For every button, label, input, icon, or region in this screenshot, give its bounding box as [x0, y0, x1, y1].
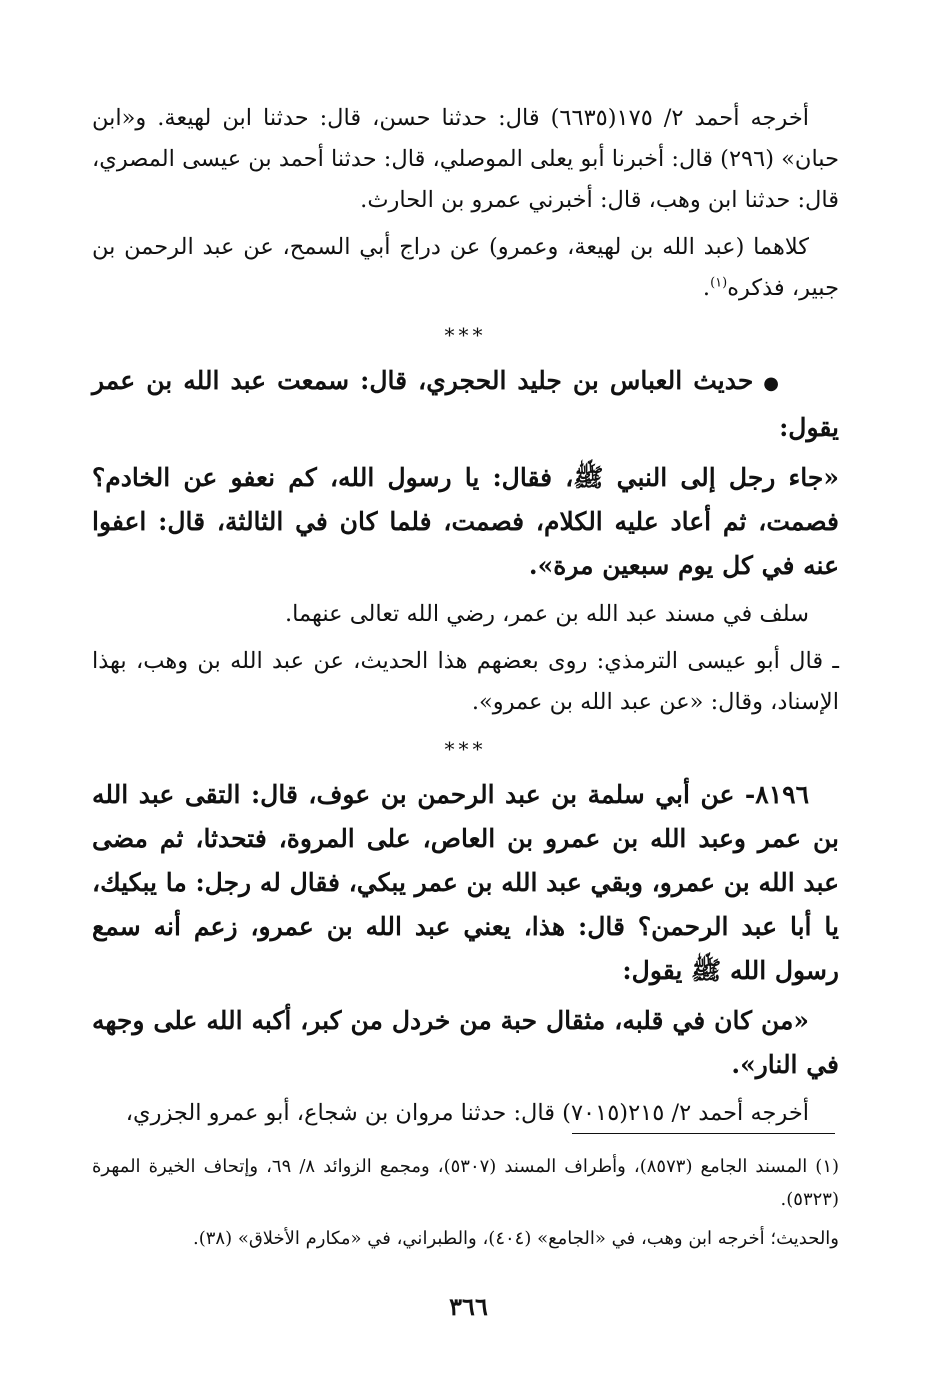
cross-reference: سلف في مسند عبد الله بن عمر، رضي الله تعالى عنهما. [284, 601, 809, 627]
hadith-text: «جاء رجل إلى النبي ﷺ، فقال: يا رسول الله، كم نعفو عن الخادم؟ فصمت، ثم أعاد عليه الكلام، فصمت، فلما كان في الثالثة، قال: اعفوا عنه في كل يوم سبعين مرة». [92, 463, 839, 580]
takhrij-paragraph-2 [92, 227, 839, 309]
page-number: ٣٦٦ [449, 1292, 488, 1321]
takhrij-paragraph-2-text: كلاهما (عبد الله بن لهيعة، وعمرو) عن دراج أبي السمح، عن عبد الرحمن بن جبير، فذكره [92, 234, 839, 301]
takhrij-paragraph-3: أخرجه أحمد ٢/ ٢١٥(٧٠١٥) قال: حدثنا مروان بن شجاع، أبو عمرو الجزري، [125, 1100, 809, 1126]
footnote-divider [572, 1133, 835, 1134]
hadith-8196: ٨١٩٦- عن أبي سلمة بن عبد الرحمن بن عوف، قال: التقى عبد الله بن عمر وعبد الله بن عمرو بن العاص، على المروة، فتحدثا، ثم مضى عبد الله بن عمرو، وبقي عبد الله بن عمر يبكي، فقال له رجل: ما يبكيك، يا أبا عبد الرحمن؟ قال: هذا، يعني عبد الله بن عمرو، زعم أنه سمع رسول الله ﷺ يقول: [92, 780, 839, 985]
separator-stars-1: *** [444, 323, 487, 347]
footnote-1: (١) المسند الجامع (٨٥٧٣)، وأطراف المسند (٥٣٠٧)، ومجمع الزوائد ٨/ ٦٩، وإتحاف الخيرة المهرة (٥٣٢٣). [92, 1156, 840, 1210]
main-text [92, 98, 839, 1134]
footnotes [92, 1150, 839, 1261]
hadith-intro-text: حديث العباس بن جليد الحجري، قال: سمعت عبد الله بن عمر يقول: [92, 366, 839, 442]
separator-stars-2: *** [444, 737, 487, 761]
hadith-8196-quote: «من كان في قلبه، مثقال حبة من خردل من كبر، أكبه الله على وجهه في النار». [92, 1006, 839, 1079]
footnote-ref-1: (١) [710, 275, 728, 291]
takhrij-paragraph-1: أخرجه أحمد ٢/ ١٧٥(٦٦٣٥) قال: حدثنا حسن، قال: حدثنا ابن لهيعة. و«ابن حبان» (٢٩٦) قال: أخبرنا أبو يعلى الموصلي، قال: حدثنا أحمد بن عيسى المصري، قال: حدثنا ابن وهب، قال: أخبرني عمرو بن الحارث. [92, 105, 839, 213]
bullet-icon: ● [763, 373, 779, 394]
hadith-intro [92, 359, 839, 450]
takhrij-paragraph-2-end: . [702, 275, 711, 301]
tirmidhi-note: ـ قال أبو عيسى الترمذي: روى بعضهم هذا الحديث، عن عبد الله بن وهب، بهذا الإسناد، وقال: «عن عبد الله بن عمرو». [92, 648, 839, 715]
footnote-2: والحديث؛ أخرجه ابن وهب، في «الجامع» (٤٠٤)، والطبراني، في «مكارم الأخلاق» (٣٨). [192, 1228, 839, 1249]
